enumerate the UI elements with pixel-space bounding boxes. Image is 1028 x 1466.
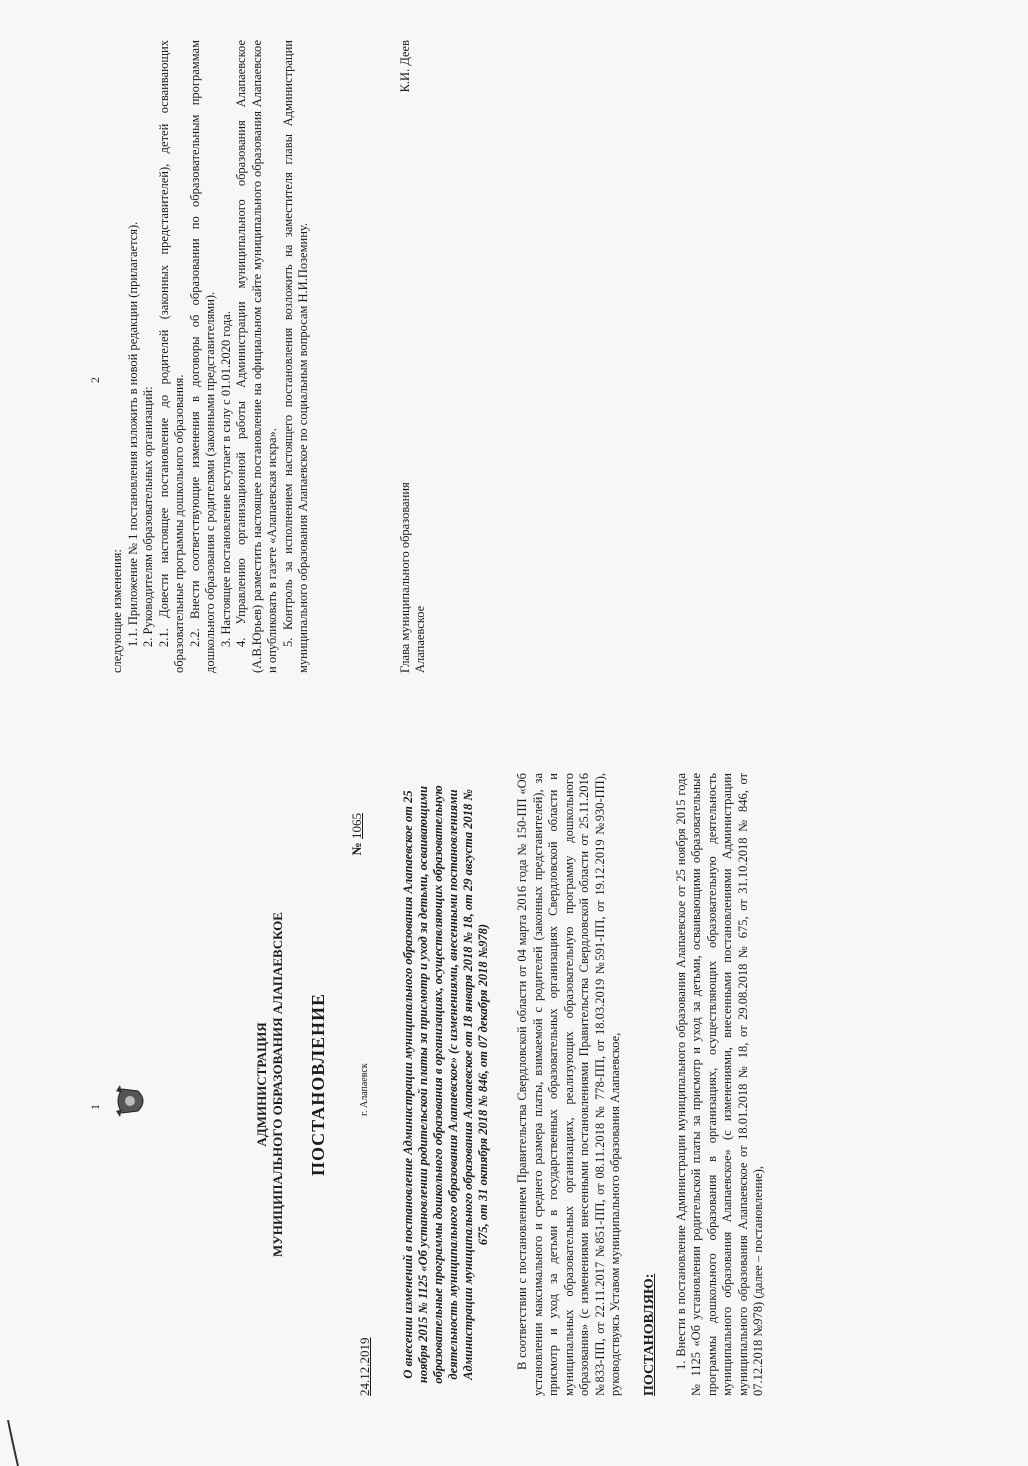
- item-4: 4. Управлению организационной работы Администрации муниципального образования Алапаевское (А.В.Юрьев) разместить настоящее постановление на официальном сайте муниципального образования Алапаевское и опубликовать в газете «Алапаевская искра».: [234, 40, 279, 673]
- signer-title-line-2: Алапаевское: [413, 605, 427, 673]
- number-prefix: №: [349, 842, 364, 856]
- scan-edge-mark: [4, 1420, 24, 1466]
- signer-title-line-1: Глава муниципального образования: [397, 482, 412, 673]
- document-subject: О внесении изменений в постановление Администрации муниципального образования Алапаевское от 25 ноября 2015 № 1125 «Об установлении родительской платы за присмотр и уход за детьми, осваивающими образовательные программы дошкольного образования в организациях, осуществляющих образовательную деятельность муниципального образования Алапаевское» (с изменениями, внесенными постановлениями Администрации муниципального образования Алапаевское от 18 января 2018 № 18, от 29 августа 2018 № 675, от 31 октября 2018 № 846, от 07 декабря 2018 №978): [401, 785, 490, 1384]
- document-number: [349, 813, 365, 855]
- item-2-2: 2.2. Внести соответствующие изменения в договоры об образовании по образовательным программам дошкольного образования с родителями (законными представителями).: [187, 40, 217, 673]
- continuation-line: следующие изменения:: [110, 549, 124, 673]
- signature-block: [398, 40, 438, 673]
- page-one: [0, 733, 1028, 1466]
- org-line-2: МУНИЦИПАЛЬНОГО ОБРАЗОВАНИЯ АЛАПАЕВСКОЕ: [270, 912, 285, 1257]
- number-value: 1065: [349, 813, 364, 839]
- item-1-paragraph: 1. Внести в постановление Администрации муниципального образования Алапаевское от 25 ноября 2015 года № 1125 «Об установлении родительской платы за присмотр и уход за детьми, осваивающими образовательные программы дошкольного образования в организациях, осуществляющих образовательную деятельность муниципального образования Алапаевское» (с изменениями, внесенными постановлениями Администрации муниципального образования Алапаевское от 18.01.2018 № 18, от 29.08.2018 № 675, от 31.10.2018 № 846, от 07.12.2018 №978) (далее – постановление),: [673, 773, 765, 1396]
- org-line-1: АДМИНИСТРАЦИЯ: [254, 1022, 269, 1147]
- item-1-1: 1.1. Приложение № 1 постановления изложить в новой редакции (прилагается).: [125, 221, 140, 647]
- document-date: 24.12.2019: [357, 1337, 372, 1396]
- page-number: 1: [88, 1104, 102, 1110]
- document-meta: [345, 773, 381, 1396]
- item-3: 3. Настоящее постановление вступает в силу с 01.01.2020 года.: [218, 311, 233, 647]
- legal-basis-paragraph: В соответствии с постановлением Правительства Свердловской области от 04 марта 2016 года № 150-ПП «Об установлении максимального и среднего размера платы, взимаемой с родителей (законных представителей), за присмотр и уход за детьми в государственных образовательных организациях Свердловской области и муниципальных образовательных организациях, реализующих образовательную программу дошкольного образования» (с изменениями внесенными постановлениями Правительства Свердловской области от 25.11.2016 №833-ПП, от 22.11.2017 №851-ПП, от 08.11.2018 № 778-ПП, от 18.03.2019 №591-ПП, от 19.12.2019 №930-ПП), руководствуясь Уставом муниципального образования Алапаевское,: [515, 773, 622, 1396]
- page-number: 2: [88, 377, 102, 383]
- decree-heading: ПОСТАНОВЛЯЮ:: [641, 1273, 657, 1396]
- signer-name: К.И. Деев: [397, 40, 412, 93]
- document-city: г. Алапаевск: [359, 1063, 370, 1116]
- document-type: ПОСТАНОВЛЕНИЕ: [308, 992, 328, 1177]
- item-2-1: 2.1. Довести настоящее постановление до родителей (законных представителей), детей осваивающих образовательные программы дошкольного образования.: [156, 40, 186, 673]
- item-5: 5. Контроль за исполнением настоящего постановления возложить на заместителя главы Администрации муниципального образования Алапаевское по социальным вопросам Н.И.Поземину.: [280, 40, 310, 673]
- organization-name: [254, 773, 286, 1396]
- item-2: 2. Руководителям образовательных организаций:: [141, 386, 155, 647]
- coat-of-arms-icon: [112, 1081, 150, 1121]
